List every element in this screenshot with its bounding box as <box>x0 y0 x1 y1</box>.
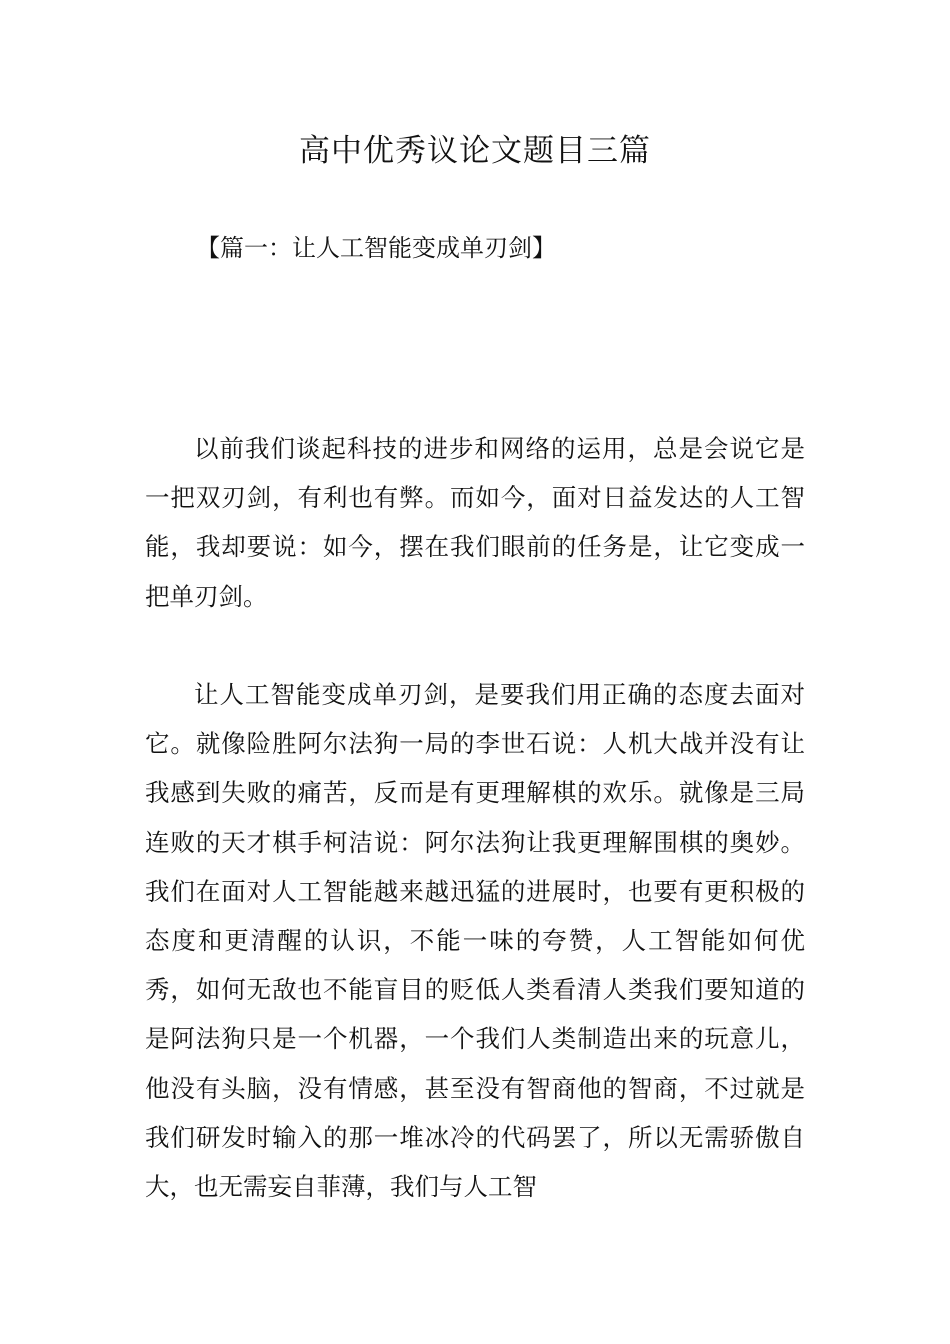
body-paragraph-2: 让人工智能变成单刃剑，是要我们用正确的态度去面对它。就像险胜阿尔法狗一局的李世石说：人机大战并没有让我感到失败的痛苦，反而是有更理解棋的欢乐。就像是三局连败的天才棋手柯洁说：阿尔法狗让我更理解围棋的奥妙。我们在面对人工智能越来越迅猛的进展时，也要有更积极的态度和更清醒的认识，不能一味的夸赞，人工智能如何优秀，如何无敌也不能盲目的贬低人类看清人类我们要知道的是阿法狗只是一个机器，一个我们人类制造出来的玩意儿，他没有头脑，没有情感，甚至没有智商他的智商，不过就是我们研发时输入的那一堆冰冷的代码罢了，所以无需骄傲自大，也无需妄自菲薄，我们与人工智 <box>145 680 805 1202</box>
body-paragraph-1: 以前我们谈起科技的进步和网络的运用，总是会说它是一把双刃剑，有利也有弊。而如今，面对日益发达的人工智能，我却要说：如今，摆在我们眼前的任务是，让它变成一把单刃剑。 <box>145 434 805 611</box>
document-title: 高中优秀议论文题目三篇 <box>299 133 651 169</box>
section-heading: 【篇一：让人工智能变成单刃剑】 <box>196 234 556 262</box>
